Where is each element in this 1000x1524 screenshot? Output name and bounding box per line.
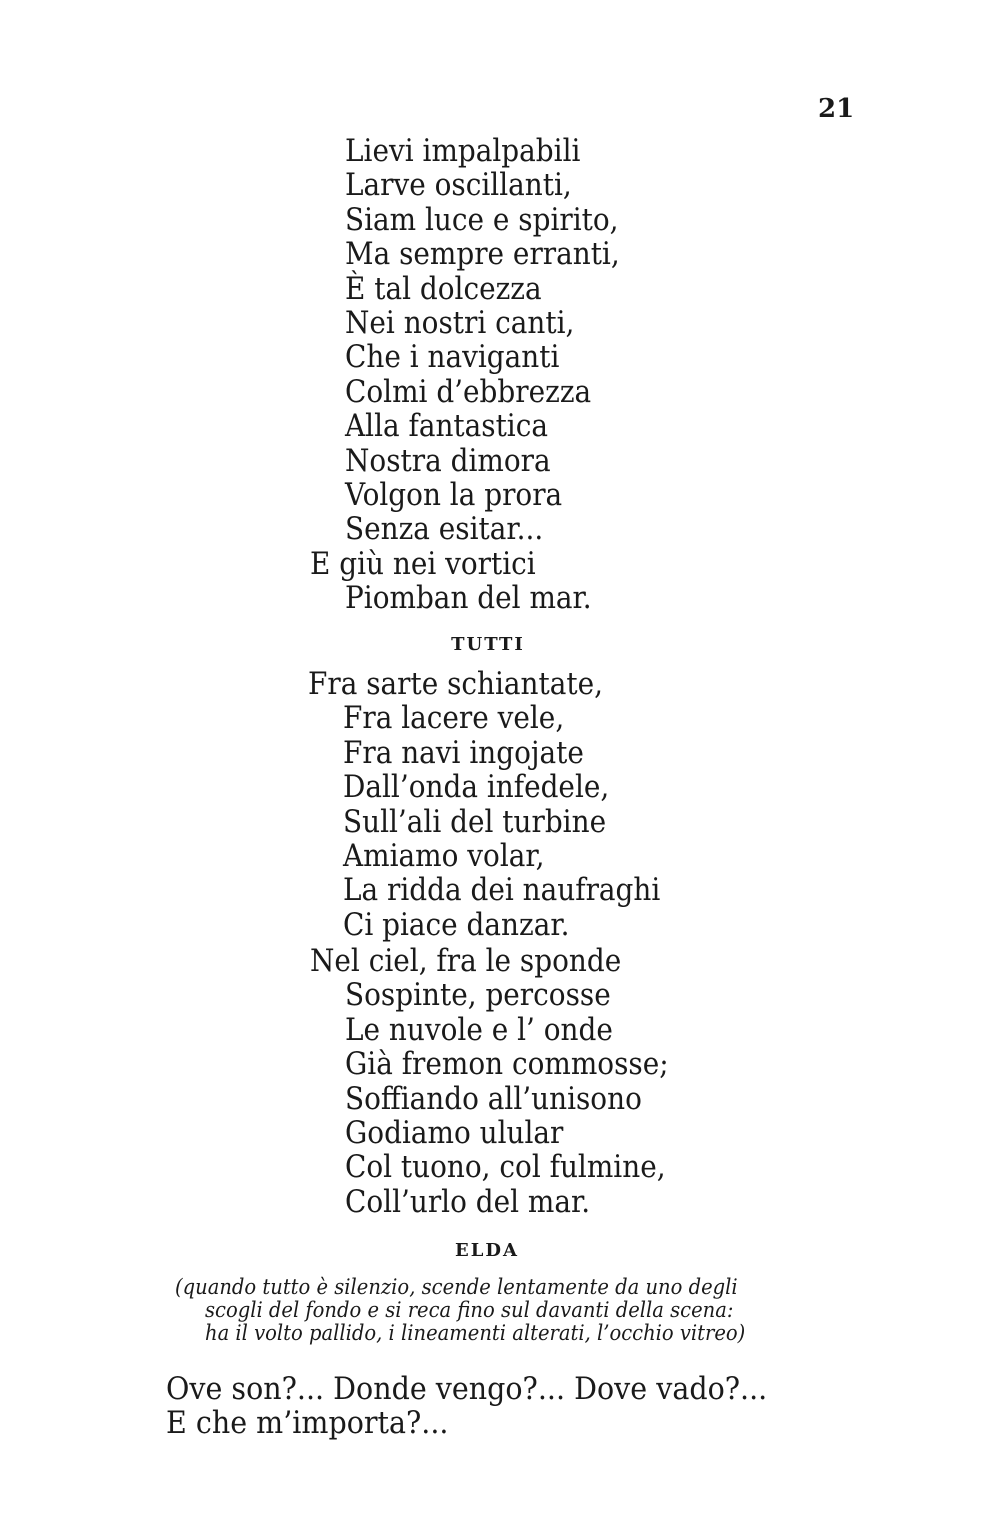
verse-line: Dall’onda infedele,	[343, 769, 610, 806]
verse-line: La ridda dei naufraghi	[343, 872, 661, 909]
speech-line: E che m’importa?...	[166, 1405, 449, 1441]
verse-line: Col tuono, col fulmine,	[345, 1149, 666, 1186]
page-number: 21	[818, 94, 855, 124]
verse-line: Già fremon commosse;	[345, 1046, 669, 1083]
verse-line: Alla fantastica	[345, 408, 548, 445]
elda-speech	[166, 1372, 820, 1440]
verse-line: Volgon la prora	[345, 477, 563, 514]
speech-line: Ove son?... Donde vengo?... Dove vado?...	[166, 1371, 768, 1407]
speaker-heading-tutti: TUTTI	[451, 634, 525, 655]
verse-line: Godiamo ulular	[345, 1115, 564, 1152]
verse-line: E giù nei vortici	[310, 545, 536, 582]
verse-line: Lievi impalpabili	[345, 133, 581, 169]
speaker-heading-elda: ELDA	[455, 1240, 519, 1261]
verse-line: Piomban del mar.	[345, 580, 592, 617]
verse-line: Soffiando all’unisono	[345, 1080, 642, 1117]
verse-line: Larve oscillanti,	[345, 167, 572, 204]
verse-line: Sospinte, percosse	[345, 977, 611, 1014]
verse-line: Fra lacere vele,	[343, 700, 565, 737]
stage-direction-line: ha il volto pallido, i lineamenti alterati, l’occhio vitreo)	[205, 1321, 746, 1345]
verse-stanza-3	[310, 943, 705, 1220]
verse-line: Nostra dimora	[345, 442, 551, 479]
verse-line: Che i naviganti	[345, 339, 560, 376]
verse-line: Le nuvole e l’ onde	[345, 1011, 613, 1048]
verse-stanza-2	[308, 666, 696, 943]
stage-direction-line: scogli del fondo e si reca fino sul davanti della scena:	[205, 1298, 734, 1322]
verse-line: Colmi d’ebbrezza	[345, 373, 592, 410]
stage-direction	[175, 1276, 915, 1345]
verse-line: Ma sempre erranti,	[345, 236, 620, 273]
verse-line: Fra sarte schiantate,	[308, 666, 603, 702]
verse-line: Siam luce e spirito,	[345, 201, 619, 238]
verse-line: Sull’ali del turbine	[343, 803, 607, 840]
verse-line: Senza esitar...	[345, 511, 544, 548]
verse-line: Ci piace danzar.	[343, 906, 570, 943]
verse-line: Coll’urlo del mar.	[345, 1183, 591, 1220]
verse-line: Nei nostri canti,	[345, 305, 575, 342]
stage-direction-line: (quando tutto è silenzio, scende lentamente da uno degli	[175, 1275, 738, 1299]
verse-line: Fra navi ingojate	[343, 734, 584, 771]
verse-line: Amiamo volar,	[343, 838, 545, 875]
verse-line: Nel ciel, fra le sponde	[310, 943, 622, 979]
verse-stanza-1	[310, 133, 650, 617]
verse-line: È tal dolcezza	[345, 270, 542, 307]
